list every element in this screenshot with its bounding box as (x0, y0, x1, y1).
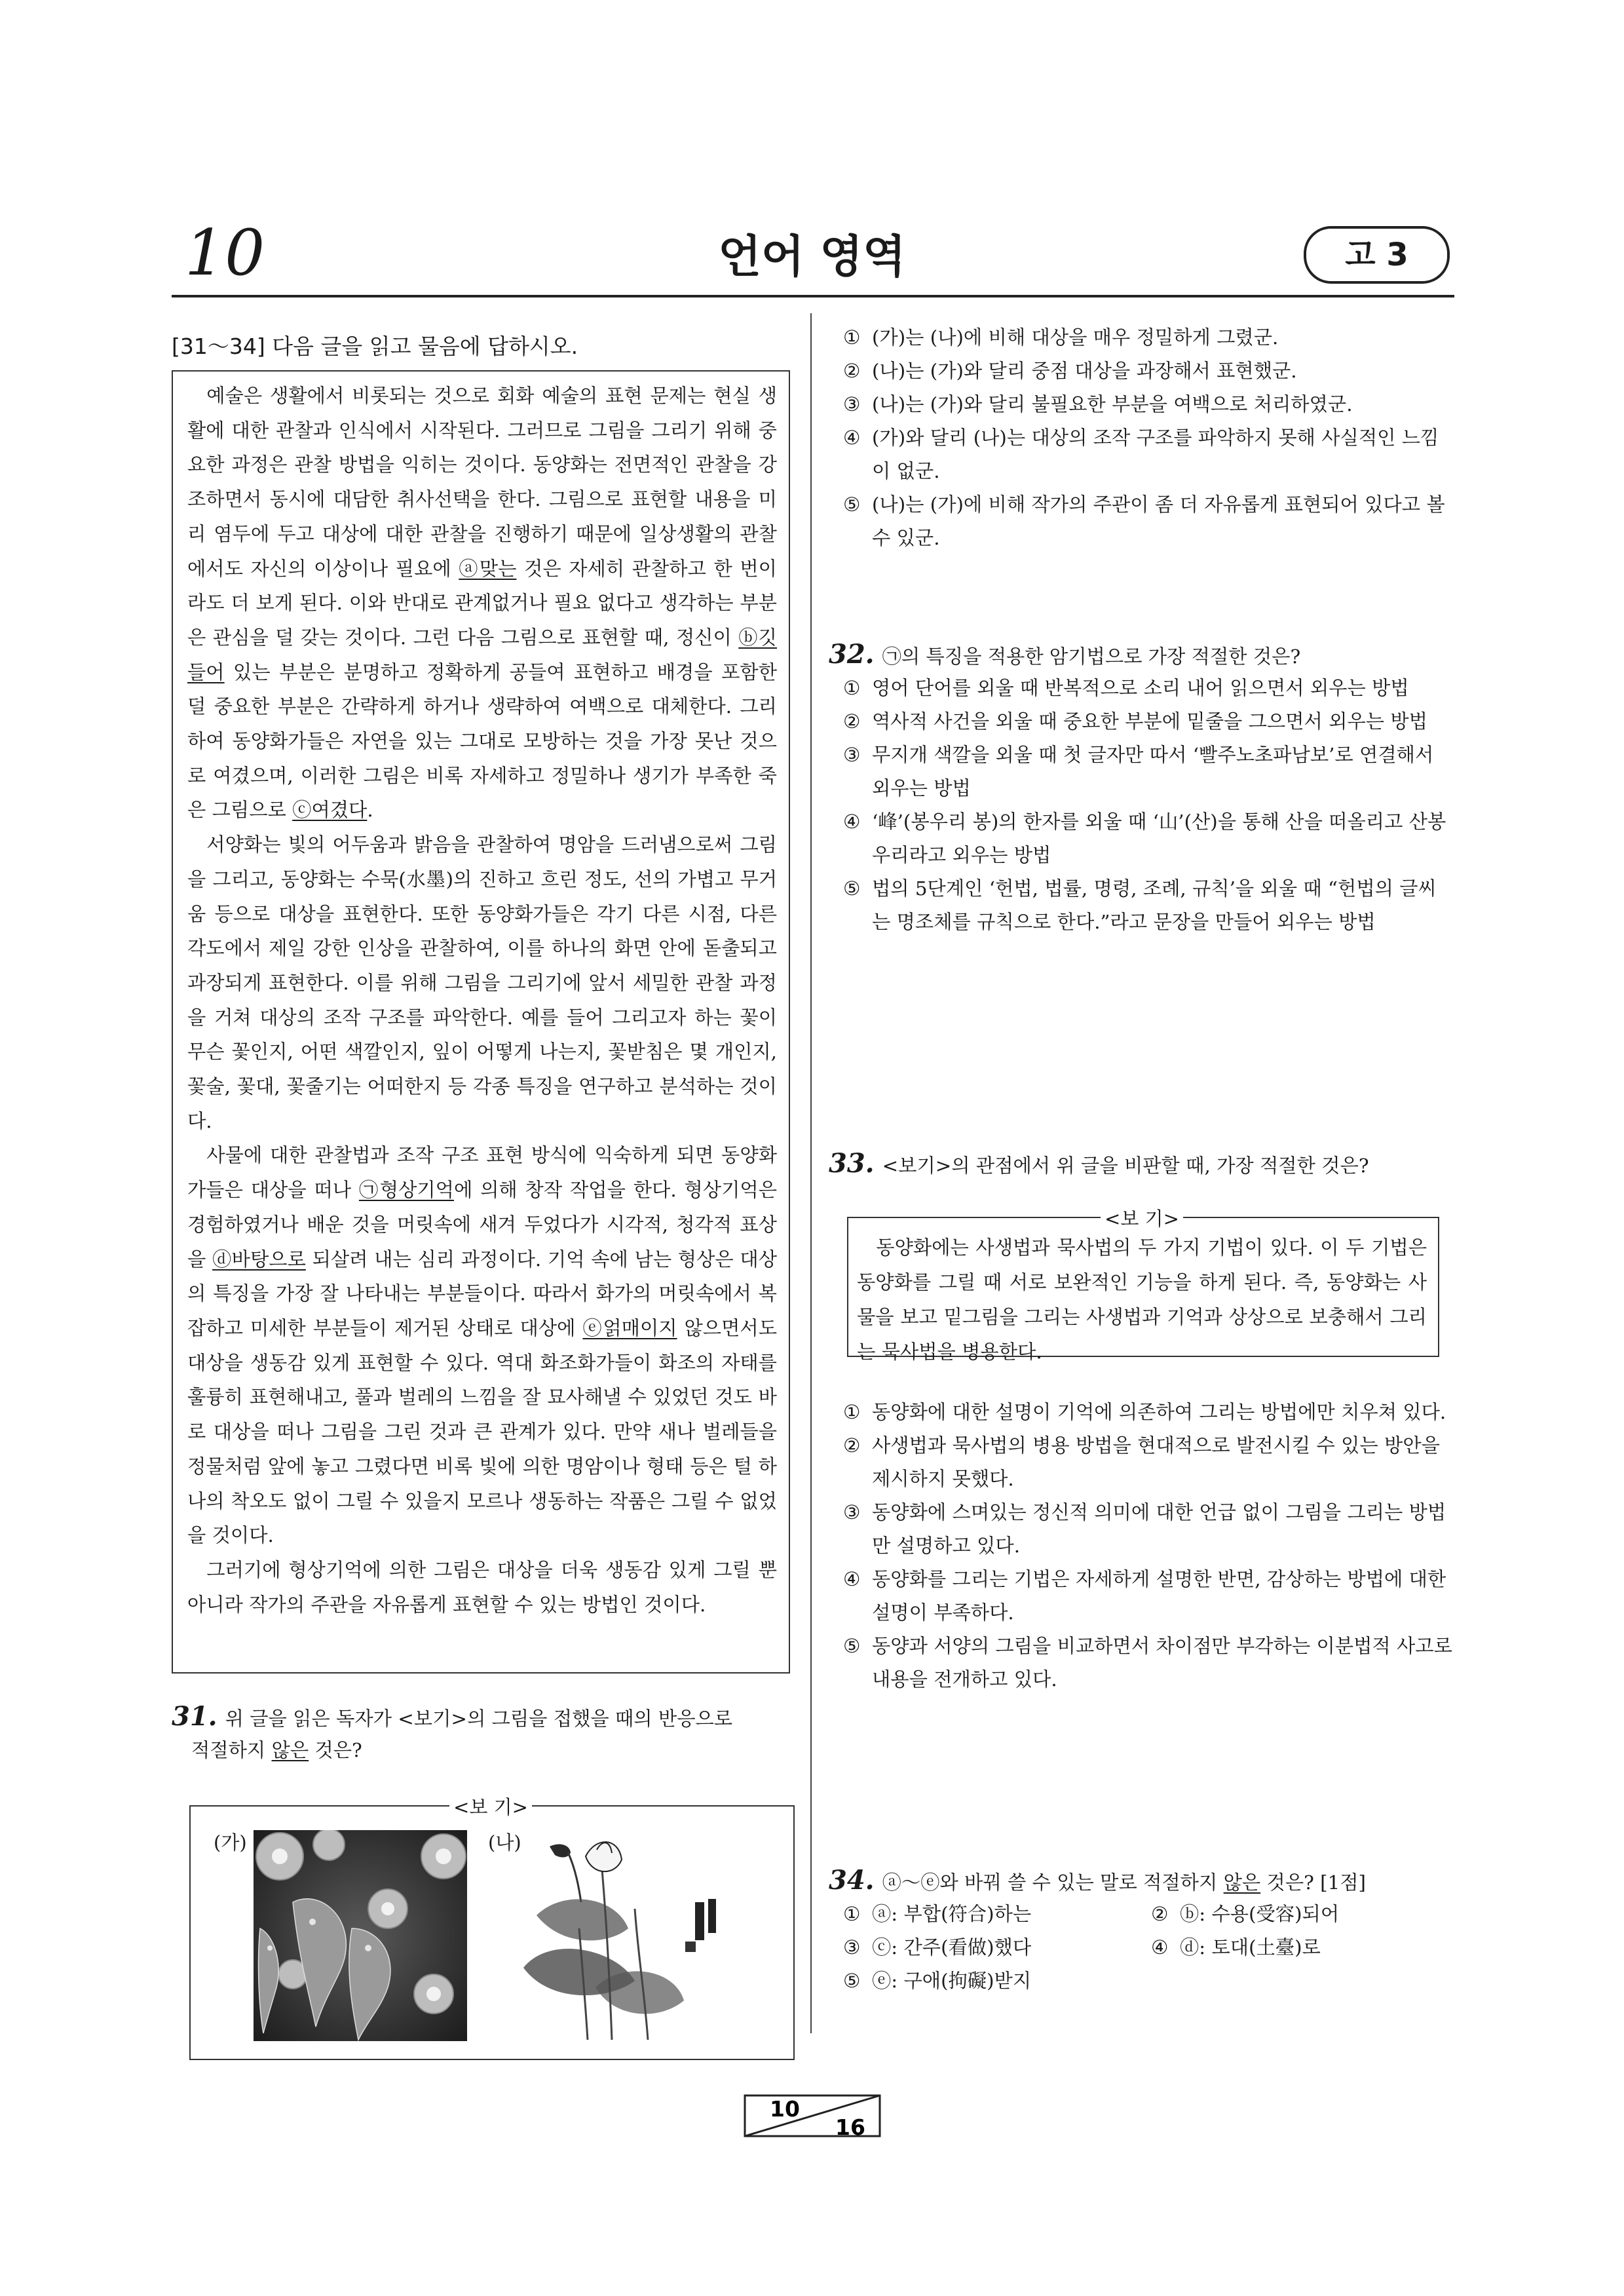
answer-option (843, 488, 1452, 555)
answer-option (843, 672, 1452, 705)
option-marker: ② (843, 1434, 861, 1457)
option-marker: ③ (843, 393, 861, 415)
underlined-term: ⓒ여겼다 (292, 799, 368, 822)
option-text: ⓓ: 토대(土臺)로 (1180, 1936, 1321, 1959)
q33-options (843, 1396, 1452, 1696)
option-text: ⓐ: 부합(符合)하는 (872, 1903, 1032, 1925)
negative-keyword: 않은 (1223, 1871, 1261, 1894)
bogi-title: <보 기> (847, 1204, 1437, 1231)
question-stem: <보기>의 관점에서 위 글을 비판할 때, 가장 적절한 것은? (882, 1155, 1369, 1177)
answer-option (843, 421, 1452, 488)
option-text: (나)는 (가)와 달리 중점 대상을 과장해서 표현했군. (872, 360, 1297, 382)
answer-option (843, 1931, 1151, 1964)
option-text: ⓔ: 구애(拘礙)받지 (872, 1970, 1032, 1992)
passage-paragraph (187, 1138, 777, 1552)
subject-title: 언어 영역 (718, 231, 906, 283)
image-label-na: (나) (488, 1831, 521, 1854)
answer-option (1151, 1898, 1452, 1931)
answer-option (843, 705, 1452, 738)
option-text: (나)는 (가)와 달리 불필요한 부분을 여백으로 처리하였군. (872, 393, 1353, 415)
question-33 (829, 1148, 1458, 1181)
passage-text-run: 사물에 대한 관찰법과 조작 구조 표현 방식에 익숙하게 되면 동양화가들은 대상을 떠나 (187, 1144, 777, 1202)
answer-option (843, 1563, 1452, 1630)
question-stem: ⓐ～ⓔ와 바꿔 쓸 수 있는 말로 적절하지 (882, 1871, 1224, 1894)
painting-ga-koi-pond (254, 1830, 467, 2041)
option-text: 동양과 서양의 그림을 비교하면서 차이점만 부각하는 이분법적 사고로 내용을 전개하고 있다. (872, 1635, 1452, 1691)
question-32 (829, 639, 1458, 672)
passage-text-run: 있는 부분은 분명하고 정확하게 공들여 표현하고 배경을 포함한 덜 중요한 부분은 간략하게 하거나 생략하여 여백으로 대체한다. 그리하여 동양화가들은 자연을 있는 그대로 모방하는 것을 가장 못난 것으로 여겼으며, 이러한 그림은 비록 자세하고 정밀하나 생기가 부족한 죽은 그림으로 (187, 660, 777, 822)
passage-text-run: 되살려 내는 심리 과정이다. 기억 속에 남는 형상은 대상의 특징을 가장 잘 나타내는 부분들이다. 따라서 화가의 머릿속에서 복잡하고 미세한 부분들이 제거된 상태로 대상에 (187, 1248, 777, 1339)
underlined-term: ⓑ깃들어 (187, 626, 777, 683)
option-marker: ④ (843, 427, 861, 449)
answer-option (843, 1630, 1452, 1696)
passage-text-run: 서양화는 빛의 어두움과 밝음을 관찰하여 명암을 드러냄으로써 그림을 그리고, 동양화는 수묵(水墨)의 진하고 흐린 정도, 선의 가볍고 무거움 등으로 대상을 표현한다. 또한 동양화가들은 각기 다른 시점, 다른 각도에서 제일 강한 인상을 관찰하여, 이를 하나의 화면 안에 돋출되고 과장되게 표현한다. 이를 위해 그림을 그리기에 앞서 세밀한 관찰 과정을 거쳐 대상의 조작 구조를 파악한다. 예를 들어 그리고자 하는 꽃이 무슨 꽃인지, 어떤 색깔인지, 잎이 어떻게 나는지, 꽃받침은 몇 개인지, 꽃술, 꽃대, 꽃줄기는 어떠한지 등 각종 특징을 연구하고 분석하는 것이다. (187, 833, 777, 1132)
passage-paragraph (187, 379, 777, 828)
option-marker: ② (843, 710, 861, 733)
passage-text (187, 379, 777, 1622)
answer-option (843, 738, 1452, 805)
option-text: 영어 단어를 외울 때 반복적으로 소리 내어 읽으면서 외우는 방법 (872, 677, 1409, 699)
option-text: 동양화에 스며있는 정신적 의미에 대한 언급 없이 그림을 그리는 방법만 설명하고 있다. (872, 1501, 1446, 1557)
passage-paragraph (187, 1553, 777, 1622)
question-set-heading (172, 330, 578, 360)
option-marker: ⑤ (843, 493, 861, 516)
bogi-title: <보 기> (189, 1793, 792, 1820)
page-number: 10 (185, 216, 265, 290)
question-31 (172, 1701, 787, 1766)
option-marker: ④ (1151, 1936, 1169, 1959)
option-text: ‘峰’(봉우리 봉)의 한자를 외울 때 ‘山’(산)을 통해 산을 떠올리고 산봉우리라고 외우는 방법 (872, 811, 1446, 866)
underlined-term: ㉠형상기억 (358, 1179, 454, 1202)
option-text: 무지개 색깔을 외울 때 첫 글자만 따서 ‘빨주노초파남보’로 연결해서 외우는 방법 (872, 744, 1434, 799)
option-text: 법의 5단계인 ‘헌법, 법률, 명령, 조례, 규칙’을 외울 때 “헌법의 글씨는 명조체를 규칙으로 한다.”라고 문장을 만들어 외우는 방법 (872, 877, 1437, 933)
option-text: 동양화에 대한 설명이 기억에 의존하여 그리는 방법에만 치우쳐 있다. (872, 1401, 1446, 1423)
bogi-text: 동양화에는 사생법과 묵사법의 두 가지 기법이 있다. 이 두 기법은 동양화를 그릴 때 서로 보완적인 기능을 하게 된다. 즉, 동양화는 사물을 보고 밑그림을 그리는 사생법과 기억과 상상으로 보충해서 그리는 묵사법을 병용한다. (857, 1236, 1427, 1363)
set-instruction: 다음 글을 읽고 물음에 답하시오. (272, 334, 578, 359)
page-indicator (744, 2094, 881, 2137)
option-text: ⓑ: 수용(受容)되어 (1180, 1903, 1340, 1925)
option-marker: ④ (843, 811, 861, 833)
q31-options (843, 321, 1452, 555)
option-marker: ① (843, 326, 861, 349)
passage-text-run: 예술은 생활에서 비롯되는 것으로 회화 예술의 표현 문제는 현실 생활에 대한 관찰과 인식에서 시작된다. 그러므로 그림을 그리기 위해 중요한 과정은 관찰 방법을 익히는 것이다. 동양화는 전면적인 관찰을 강조하면서 동시에 대담한 취사선택을 한다. 그림으로 표현할 내용을 미리 염두에 두고 대상에 대한 관찰을 진행하기 때문에 일상생활의 관찰에서도 자신의 이상이나 필요에 (187, 385, 777, 580)
passage-text-run: . (367, 799, 373, 822)
question-range: [31～34] (172, 334, 265, 359)
option-text: (나)는 (가)에 비해 작가의 주관이 좀 더 자유롭게 표현되어 있다고 볼 수 있군. (872, 493, 1445, 549)
answer-option (843, 354, 1452, 388)
answer-option (843, 388, 1452, 421)
header-rule (172, 295, 1454, 297)
option-marker: ① (843, 1401, 861, 1423)
image-label-ga: (가) (214, 1831, 247, 1854)
answer-option (1151, 1931, 1452, 1964)
question-stem: ㉠의 특징을 적용한 암기법으로 가장 적절한 것은? (882, 645, 1301, 668)
option-marker: ④ (843, 1568, 861, 1590)
option-text: 동양화를 그리는 기법은 자세하게 설명한 반면, 감상하는 방법에 대한 설명이 부족하다. (872, 1568, 1446, 1624)
question-number: 31. (172, 1701, 217, 1732)
question-number: 33. (829, 1148, 875, 1179)
answer-option (843, 805, 1452, 872)
option-marker: ① (843, 1903, 861, 1925)
answer-option (843, 1496, 1452, 1563)
option-marker: ② (843, 360, 861, 382)
question-stem: 위 글을 읽은 독자가 <보기>의 그림을 접했을 때의 반응으로 (225, 1708, 733, 1730)
column-divider (810, 313, 812, 2033)
passage-text-run: 에 의해 창작 작업을 한다. 형상기억은 경험하였거나 배운 것을 머릿속에 새겨 두었다가 시각적, 청각적 표상을 (187, 1179, 777, 1271)
question-stem-continued: 적절하지 않은 것은? (191, 1739, 362, 1761)
passage-text-run: 그러기에 형상기억에 의한 그림은 대상을 더욱 생동감 있게 그릴 뿐 아니라 작가의 주관을 자유롭게 표현할 수 있는 방법인 것이다. (187, 1558, 777, 1616)
current-page: 10 (770, 2096, 800, 2122)
underlined-term: ⓓ바탕으로 (212, 1248, 306, 1271)
option-text: (가)와 달리 (나)는 대상의 조작 구조를 파악하지 못해 사실적인 느낌이 없군. (872, 427, 1439, 482)
answer-option (843, 1396, 1452, 1429)
question-34: 34. ⓐ～ⓔ와 바꿔 쓸 수 있는 말로 적절하지 않은 것은? [1점] (829, 1865, 1366, 1896)
passage-text-run: 것은 자세히 관찰하고 한 번이라도 더 보게 된다. 이와 반대로 관계없거나 필요 없다고 생각하는 부분은 관심을 덜 갖는 것이다. 그런 다음 그림으로 표현할 때, 정신이 (187, 557, 777, 649)
option-text: 역사적 사건을 외울 때 중요한 부분에 밑줄을 그으면서 외우는 방법 (872, 710, 1427, 733)
option-marker: ③ (843, 1936, 861, 1959)
question-number: 34. (829, 1865, 875, 1896)
option-marker: ⑤ (843, 877, 861, 900)
passage-paragraph (187, 828, 777, 1138)
option-marker: ③ (843, 1501, 861, 1523)
option-marker: ① (843, 677, 861, 699)
option-marker: ⑤ (843, 1970, 861, 1992)
answer-option (843, 321, 1452, 354)
option-text: (가)는 (나)에 비해 대상을 매우 정밀하게 그렸군. (872, 326, 1279, 349)
total-pages: 16 (835, 2114, 865, 2137)
question-number: 32. (829, 639, 875, 670)
passage-text-run: 않으면서도 대상을 생동감 있게 표현할 수 있다. 역대 화조화가들이 화조의 자태를 훌륭히 표현해내고, 풀과 벌레의 느낌을 잘 묘사해낼 수 있었던 것도 바로 대상을 떠나 그림을 그린 것과 큰 관계가 있다. 만약 새나 벌레들을 정물처럼 앞에 놓고 그렸다면 비록 빛에 의한 명암이나 형태 등은 털 하나의 착오도 없이 그릴 수 있을지 모르나 생동하는 작품은 그릴 수 없었을 것이다. (187, 1316, 777, 1547)
option-text: 사생법과 묵사법의 병용 방법을 현대적으로 발전시킬 수 있는 방안을 제시하지 못했다. (872, 1434, 1440, 1490)
underlined-term: ⓔ얽매이지 (582, 1316, 677, 1339)
answer-option (843, 1964, 1151, 1998)
negative-keyword: 않은 (271, 1739, 309, 1761)
grade-badge: 고 3 (1304, 226, 1450, 284)
painting-na-ink-lotus (523, 1830, 742, 2041)
answer-option (843, 1429, 1452, 1496)
q34-options (843, 1898, 1452, 1998)
answer-option (843, 872, 1452, 939)
option-marker: ⑤ (843, 1635, 861, 1657)
answer-option (843, 1898, 1151, 1931)
option-text: ⓒ: 간주(看做)했다 (872, 1936, 1032, 1959)
option-marker: ② (1151, 1903, 1169, 1925)
underlined-term: ⓐ맞는 (459, 557, 517, 580)
q32-options (843, 672, 1452, 939)
option-marker: ③ (843, 744, 861, 766)
